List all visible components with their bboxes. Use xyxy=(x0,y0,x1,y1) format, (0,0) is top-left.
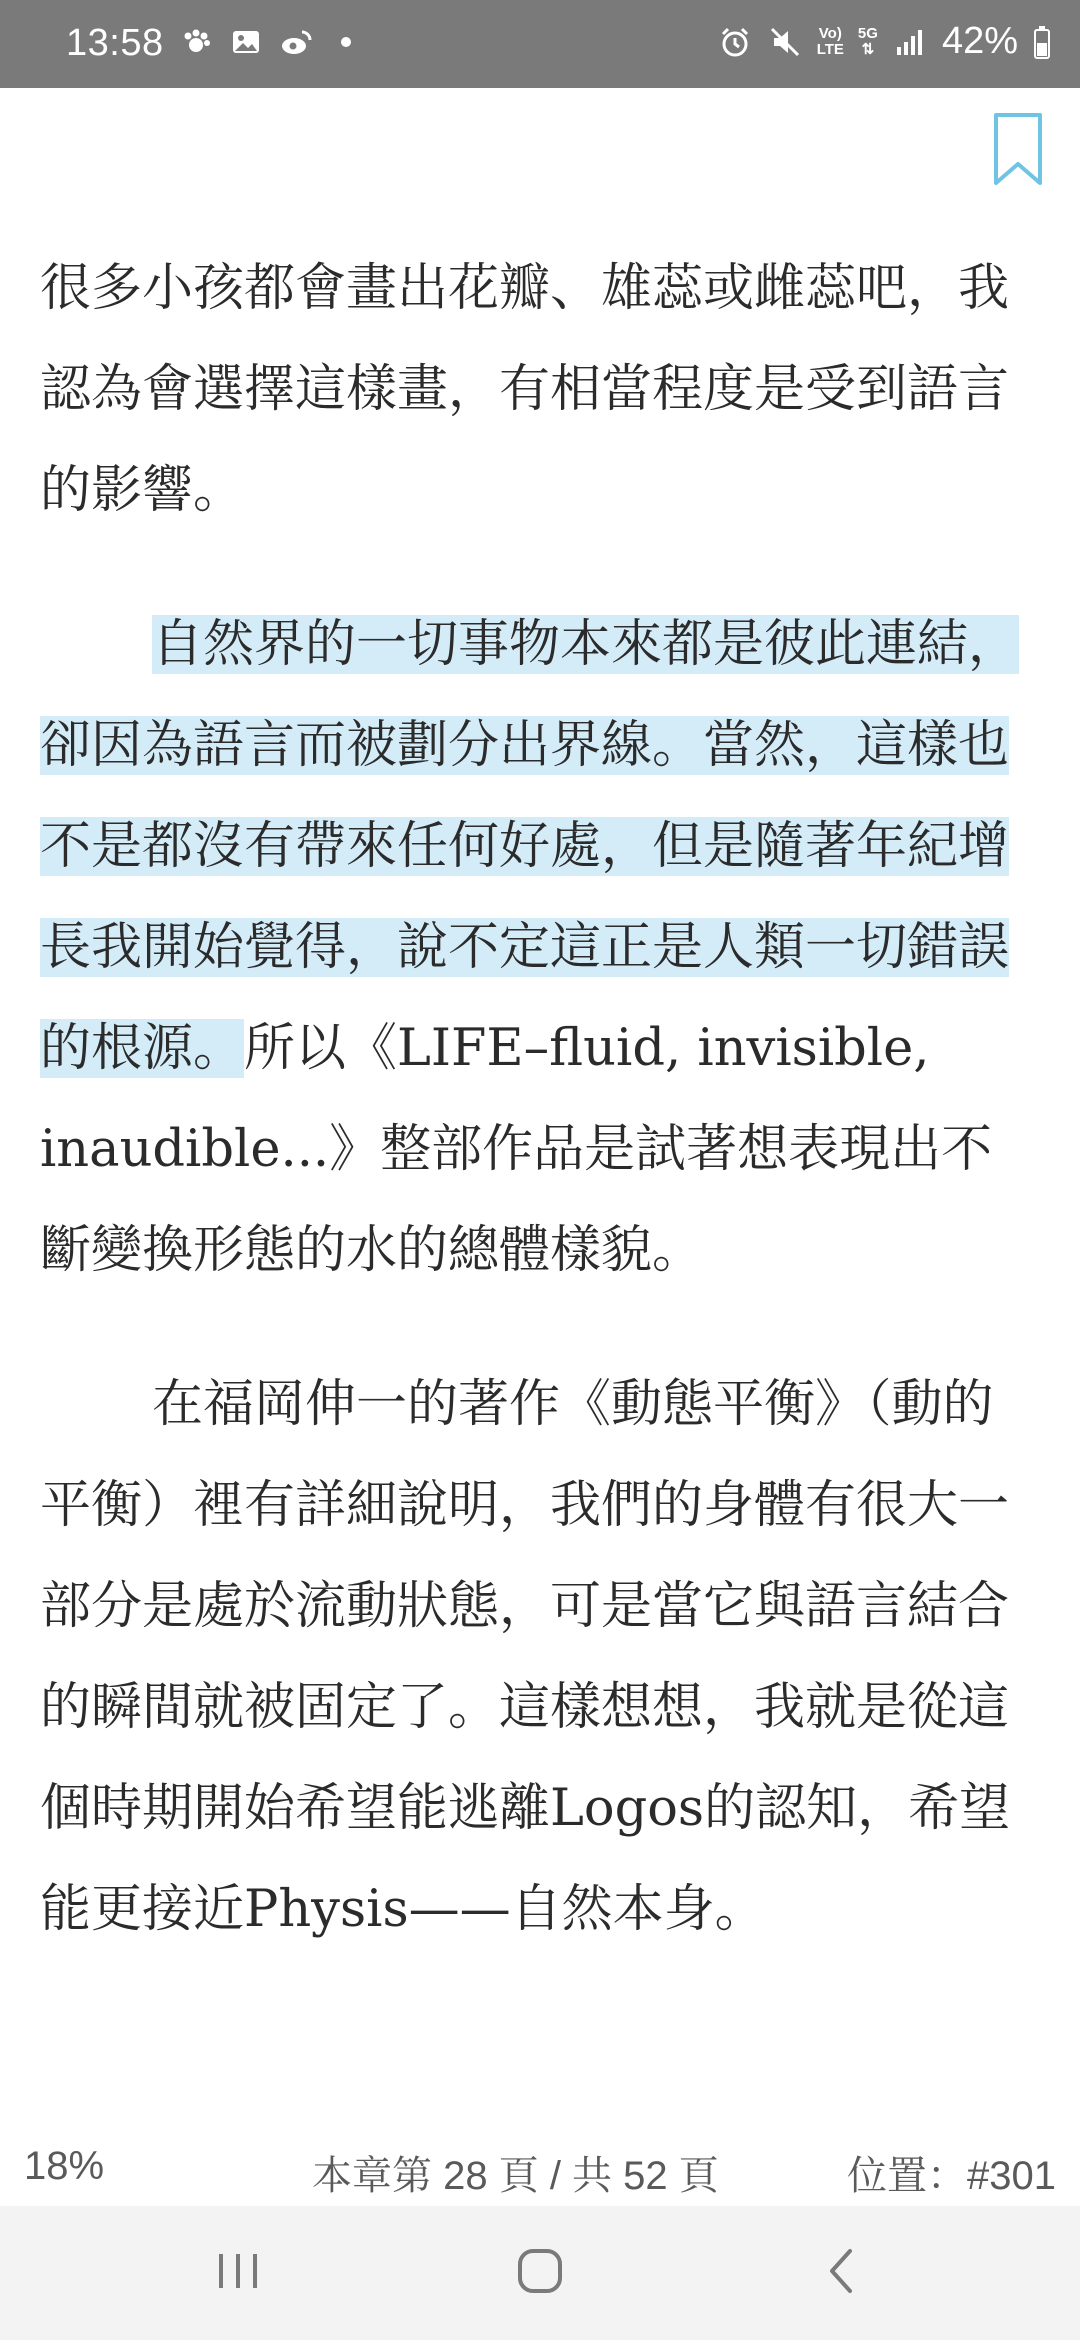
paw-notification-icon xyxy=(178,24,214,60)
weibo-notification-icon xyxy=(278,24,314,60)
location-indicator: 位置：#301 xyxy=(847,2154,1056,2198)
back-icon xyxy=(824,2247,860,2295)
paragraph-text: 很多小孩都會畫出花瓣、雄蕊或雌蕊吧，我認為會選擇這樣畫，有相當程度是受到語言的影響。 xyxy=(40,259,1010,520)
home-button[interactable] xyxy=(500,2236,580,2306)
back-button[interactable] xyxy=(802,2236,882,2306)
bookmark-icon[interactable] xyxy=(992,112,1044,188)
home-icon xyxy=(516,2247,564,2295)
recent-apps-icon xyxy=(215,2250,261,2292)
notification-icons xyxy=(178,24,364,60)
mute-icon xyxy=(767,24,803,60)
paragraph-1 xyxy=(40,238,1040,541)
volte-indicator: Vo) LTE xyxy=(816,24,844,58)
status-time: 13:58 xyxy=(66,22,164,64)
status-right xyxy=(717,20,1052,63)
battery-icon xyxy=(1032,24,1052,60)
status-bar xyxy=(0,0,1080,88)
paragraph-3 xyxy=(40,1354,1040,1960)
network-5g-indicator xyxy=(858,26,878,58)
data-arrows-icon: ⇅ xyxy=(861,40,875,58)
chapter-page-info: 本章第 28 頁 / 共 52 頁 xyxy=(312,2154,719,2198)
more-notifications-dot-icon xyxy=(328,24,364,60)
reader-content xyxy=(40,238,1040,1960)
paragraph-text: 在福岡伸一的著作《動態平衡》（動的平衡）裡有詳細說明，我們的身體有很大一部分是處於流動狀態，可是當它與語言結合的瞬間就被固定了。這樣想想，我就是從這個時期開始希望能逃離Logos的認知，希望能更接近Physis——自然本身。 xyxy=(40,1375,1011,1939)
reading-progress: 18% xyxy=(24,2144,105,2188)
system-nav-bar xyxy=(0,2206,1080,2340)
signal-icon xyxy=(892,24,928,60)
paragraph-2 xyxy=(40,594,1040,1301)
image-notification-icon xyxy=(228,24,264,60)
recent-apps-button[interactable] xyxy=(198,2236,278,2306)
alarm-icon xyxy=(717,24,753,60)
paragraph-text: 所以《LIFE–fluid, invisible, inaudible...》整部作品是試著想表現出不斷變換形態的水的總體樣貌。 xyxy=(40,1019,993,1280)
reader-footer xyxy=(0,2134,1080,2206)
network-5g-label: 5G xyxy=(857,24,878,42)
highlighted-text[interactable]: 自然界的一切事物本來都是彼此連結，卻因為語言而被劃分出界線。當然，這樣也不是都沒有帶來任何好處，但是隨著年紀增長我開始覺得，說不定這正是人類一切錯誤的根源。 xyxy=(40,615,1020,1078)
battery-percentage: 42% xyxy=(941,20,1018,62)
